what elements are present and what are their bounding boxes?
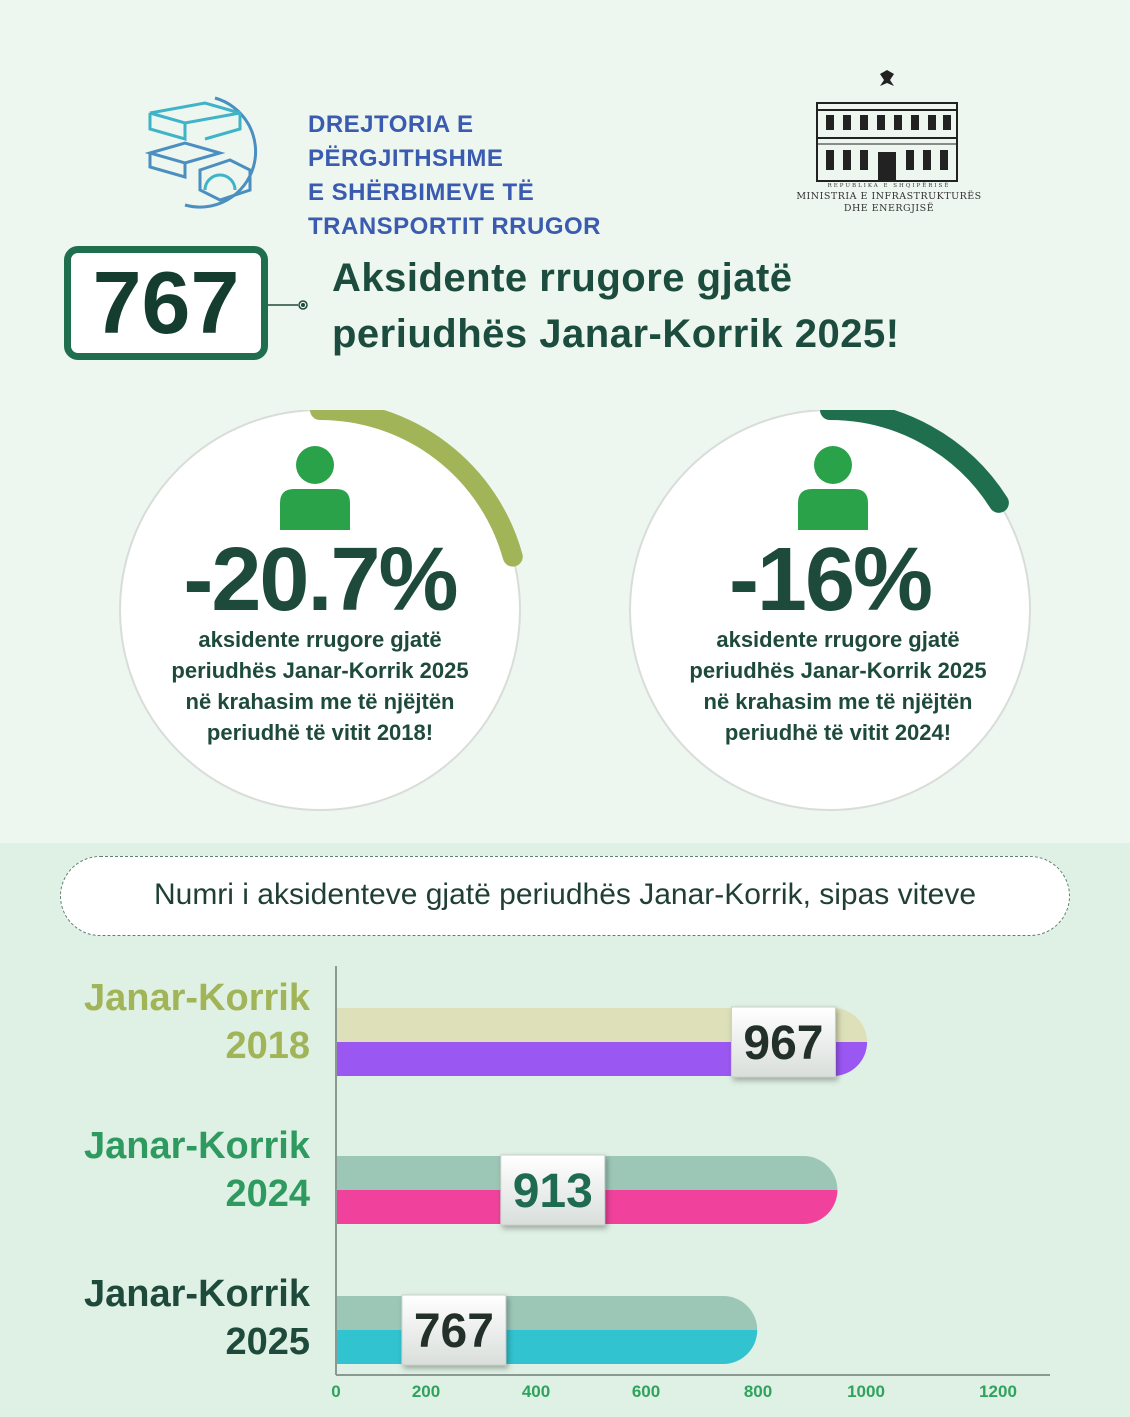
bar-chart (0, 960, 1130, 1417)
stat-description-line: aksidente rrugore gjatë (198, 627, 442, 652)
x-tick-label: 400 (521, 1382, 551, 1401)
x-tick-label: 1000 (847, 1382, 885, 1401)
bar-bottom (336, 1330, 757, 1364)
x-tick-label: 1200 (979, 1382, 1017, 1401)
category-label-line: 2018 (225, 1025, 310, 1067)
stat-description (658, 624, 1018, 748)
stat-value: -16% (728, 530, 932, 630)
stat-description-line: në krahasim me të njëjtën (703, 689, 973, 714)
organization-name-line: TRANSPORTIT RRUGOR (308, 213, 601, 240)
stat-value: -20.7% (183, 530, 457, 630)
stat-description-line: periudhës Janar-Korrik 2025 (689, 658, 987, 683)
stat-description-line: periudhë të vitit 2024! (724, 720, 952, 745)
organization-name (308, 108, 668, 244)
total-accidents-value: 767 (92, 253, 240, 352)
connector-dot-icon (268, 300, 308, 310)
ministry-name-line: DHE ENERGJISË (843, 203, 935, 214)
data-label: 767 (413, 1305, 494, 1358)
ministry-name (780, 182, 998, 215)
organization-name-line: E SHËRBIMEVE TË (308, 179, 535, 206)
category-label-line: Janar-Korrik (84, 977, 310, 1019)
stat-description-line: në krahasim me të njëjtën (185, 689, 455, 714)
bar-top (336, 1296, 757, 1330)
stat-description (140, 624, 500, 748)
stat-comparison-2024 (620, 410, 1040, 830)
category-label-line: 2024 (225, 1173, 310, 1215)
total-accidents-box (64, 246, 268, 360)
x-tick-label: 0 (331, 1382, 341, 1401)
headline-line: Aksidente rrugore gjatë (332, 256, 793, 300)
ministry-building-logo-icon (812, 68, 962, 188)
stat-description-line: periudhë të vitit 2018! (206, 720, 434, 745)
stat-description-line: periudhës Janar-Korrik 2025 (171, 658, 469, 683)
ministry-name-line: MINISTRIA E INFRASTRUKTURËS (796, 191, 982, 202)
chart-title: Numri i aksidenteve gjatë periudhës Janar-Korrik, sipas viteve (153, 878, 977, 911)
chart-title-pill (60, 856, 1070, 936)
stat-comparison-2018 (110, 410, 530, 830)
person-icon (798, 445, 868, 530)
x-tick-label: 200 (411, 1382, 441, 1401)
organization-name-line: DREJTORIA E PËRGJITHSHME (308, 111, 504, 172)
stat-description-line: aksidente rrugore gjatë (716, 627, 960, 652)
person-icon (280, 445, 350, 530)
data-label: 967 (743, 1017, 824, 1070)
headline (332, 250, 1052, 362)
x-tick-label: 800 (743, 1382, 773, 1401)
x-tick-label: 600 (631, 1382, 661, 1401)
headline-line: periudhës Janar-Korrik 2025! (332, 312, 900, 356)
ministry-republic-line: REPUBLIKA E SHQIPËRISË (827, 183, 951, 189)
category-label-line: Janar-Korrik (84, 1125, 310, 1167)
dpshtrr-logo-icon (145, 95, 275, 210)
category-label-line: Janar-Korrik (84, 1273, 310, 1315)
category-label-line: 2025 (225, 1321, 310, 1363)
data-label: 913 (512, 1165, 593, 1218)
